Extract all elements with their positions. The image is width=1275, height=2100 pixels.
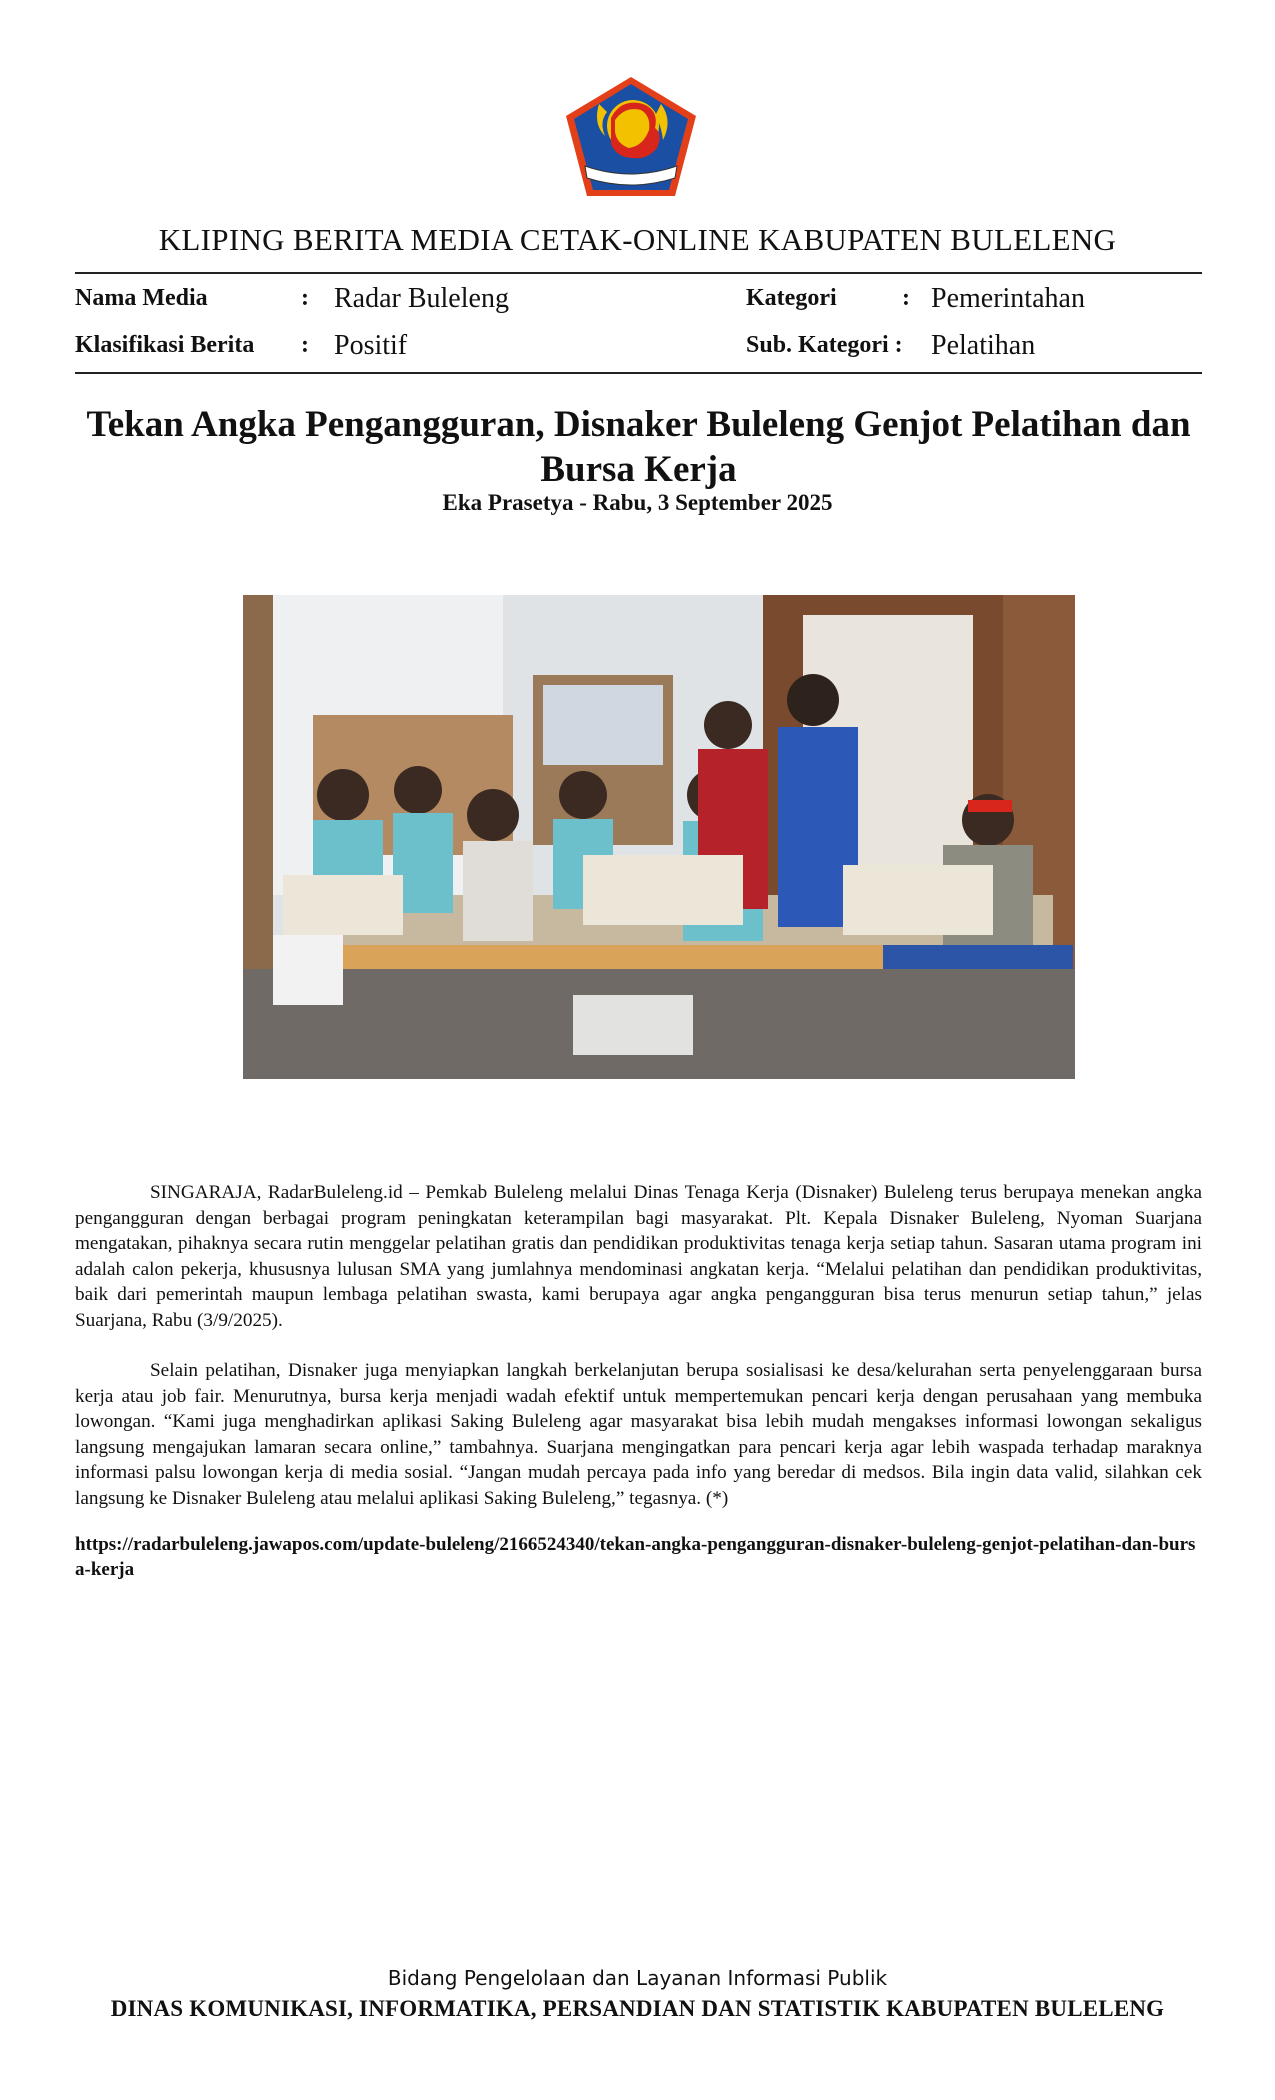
article-body	[75, 1180, 1202, 1536]
klasifikasi-separator: :	[301, 332, 309, 358]
kategori-label: Kategori	[746, 285, 837, 311]
klasifikasi-value: Positif	[334, 330, 408, 361]
nama-media-separator: :	[301, 285, 309, 311]
header-bottom-rule	[75, 372, 1202, 374]
kategori-value: Pemerintahan	[931, 283, 1085, 314]
article-headline: Tekan Angka Pengangguran, Disnaker Buleleng Genjot Pelatihan dan Bursa Kerja	[86, 404, 1191, 490]
sub-kategori-label: Sub. Kategori :	[746, 332, 903, 358]
article-paragraph-2: Selain pelatihan, Disnaker juga menyiapkan langkah berkelanjutan berupa sosialisasi ke desa/kelurahan serta penyelenggaraan bursa kerja atau job fair. Menurutnya, bursa kerja menjadi wadah efektif untuk mempertemukan pencari kerja dengan perusahaan yang membuka lowongan. “Kami juga menghadirkan aplikasi Saking Buleleng agar masyarakat bisa lebih mudah mengakses informasi lowongan sekaligus langsung mengajukan lamaran secara online,” tambahnya. Suarjana mengingatkan para pencari kerja agar lebih waspada terhadap maraknya informasi palsu lowongan kerja di media sosial. “Jangan mudah percaya pada info yang beredar di medsos. Bila ingin data valid, silahkan cek langsung ke Disnaker Buleleng atau melalui aplikasi Saking Buleleng,” tegasnya. (*)	[75, 1360, 1202, 1509]
article-byline: Eka Prasetya - Rabu, 3 September 2025	[442, 490, 833, 515]
footer-dinas: DINAS KOMUNIKASI, INFORMATIKA, PERSANDIAN DAN STATISTIK KABUPATEN BULELENG	[110, 1996, 1165, 2021]
nama-media-label: Nama Media	[75, 285, 208, 311]
source-url-link[interactable]: https://radarbuleleng.jawapos.com/update-buleleng/2166524340/tekan-angka-pengangguran-disnaker-buleleng-genjot-pelatihan-dan-bursa-kerja	[75, 1534, 1196, 1580]
footer-bidang: Bidang Pengelolaan dan Layanan Informasi Publik	[387, 1966, 888, 1990]
kategori-separator: :	[902, 285, 910, 311]
sub-kategori-value: Pelatihan	[931, 330, 1036, 361]
nama-media-value: Radar Buleleng	[334, 283, 509, 314]
sewing-training-photo	[243, 595, 1075, 1079]
header-top-rule	[75, 272, 1202, 274]
klasifikasi-label: Klasifikasi Berita	[75, 332, 255, 358]
kliping-title: KLIPING BERITA MEDIA CETAK-ONLINE KABUPATEN BULELENG	[158, 222, 1117, 257]
article-paragraph-1: SINGARAJA, RadarBuleleng.id – Pemkab Buleleng melalui Dinas Tenaga Kerja (Disnaker) Buleleng terus berupaya menekan angka pengangguran dengan berbagai program peningkatan keterampilan bagi masyarakat. Plt. Kepala Disnaker Buleleng, Nyoman Suarjana mengatakan, pihaknya secara rutin menggelar pelatihan gratis dan pendidikan produktivitas tenaga kerja setiap tahun. Sasaran utama program ini adalah calon pekerja, khususnya lulusan SMA yang jumlahnya mendominasi angkatan kerja. “Melalui pelatihan dan pendidikan produktivitas, baik dari pemerintah maupun lembaga pelatihan swasta, kami berupaya agar angka pengangguran bisa terus menurun setiap tahun,” jelas Suarjana, Rabu (3/9/2025).	[75, 1182, 1202, 1331]
pemkab-buleleng-crest-icon	[563, 74, 699, 200]
